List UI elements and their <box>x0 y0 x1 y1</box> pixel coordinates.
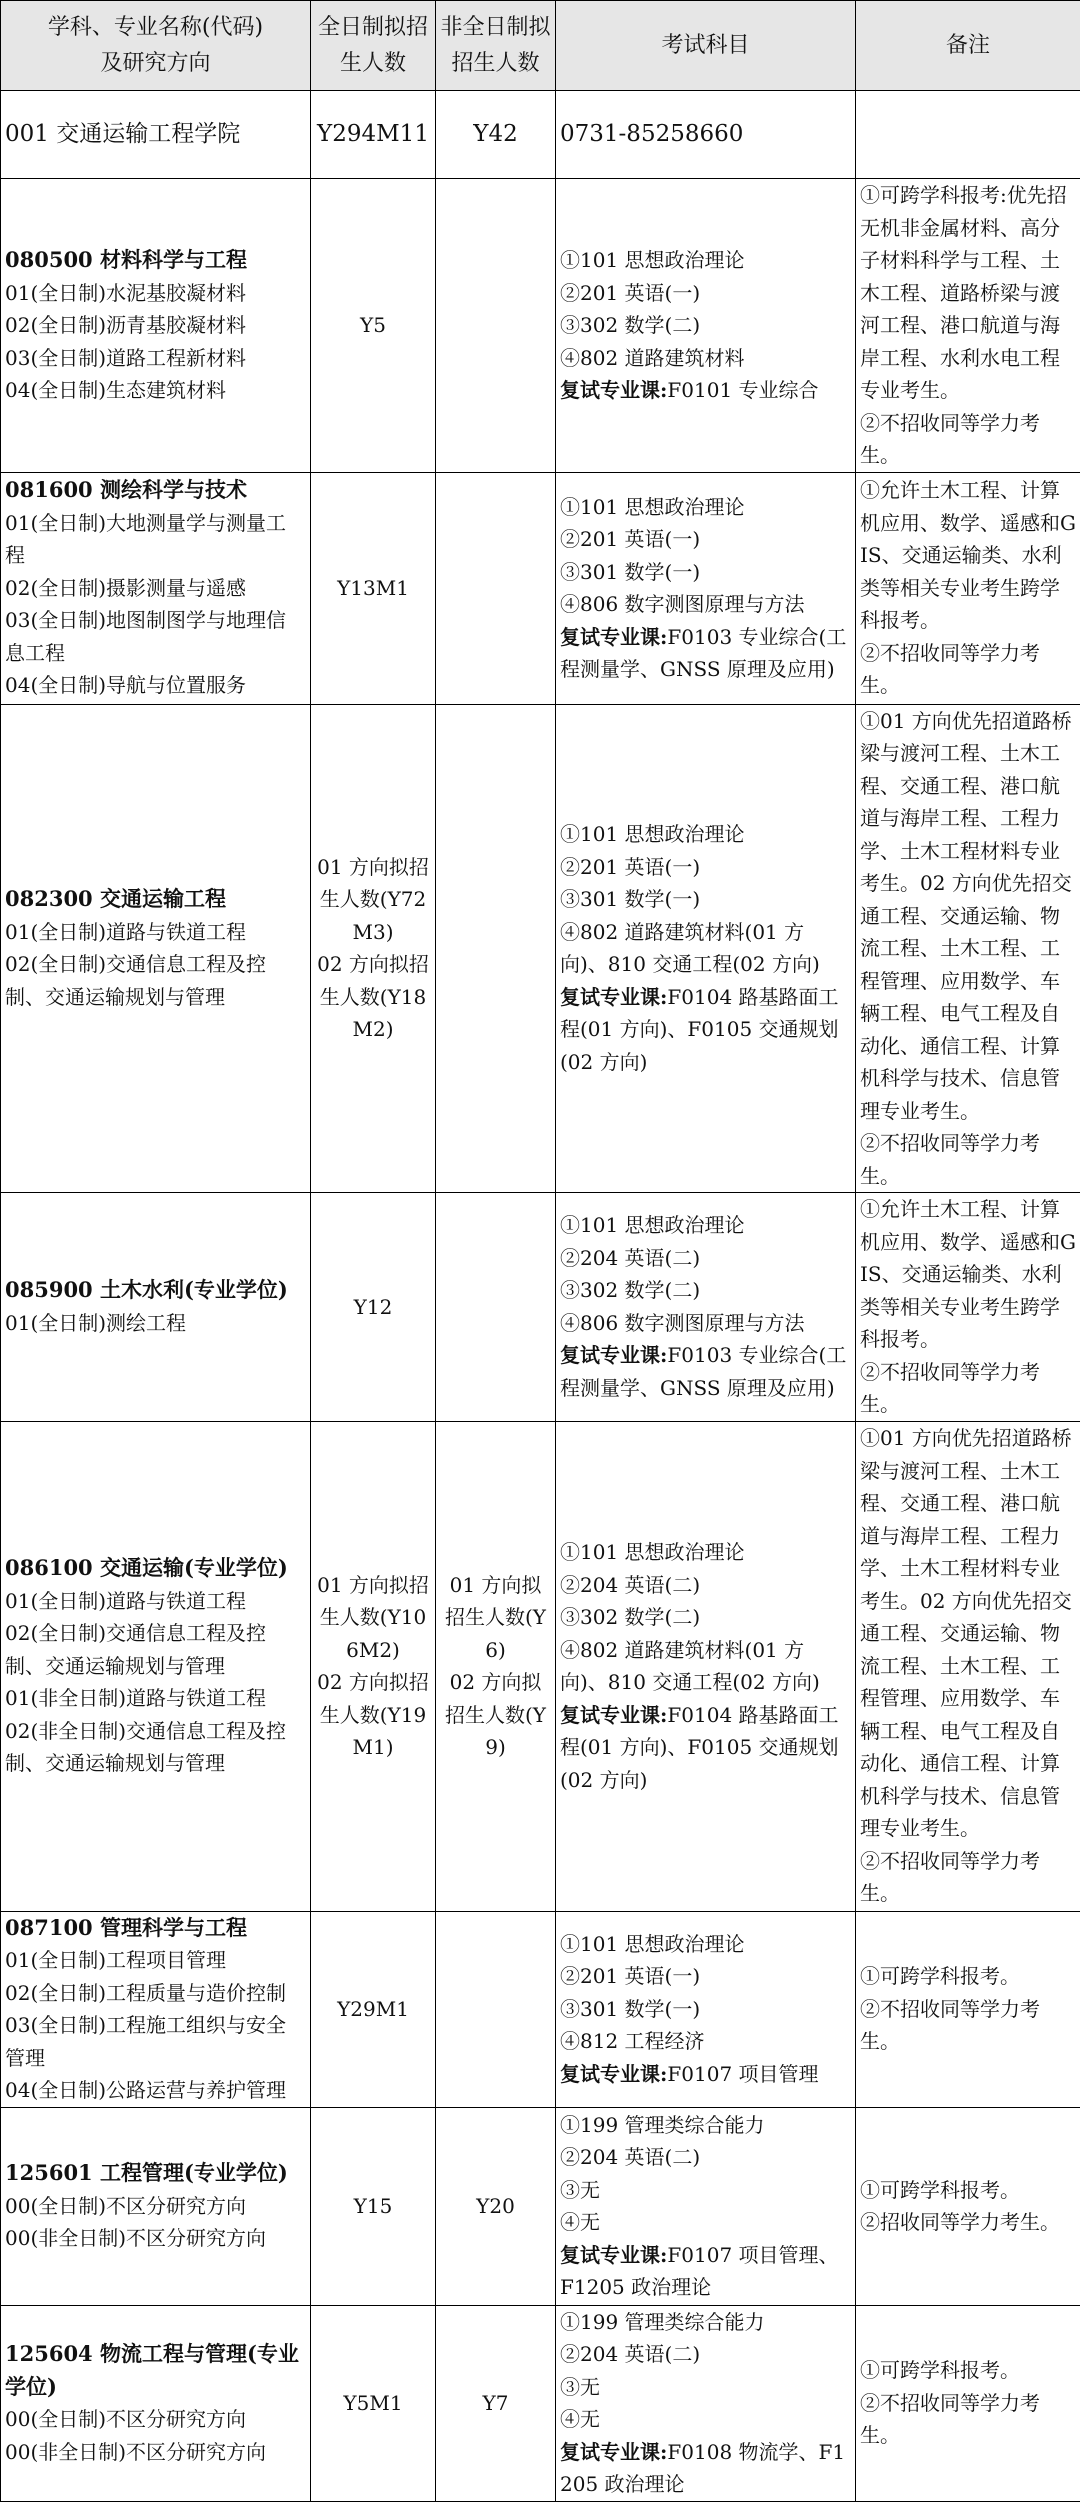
research-direction: 00(全日制)不区分研究方向 <box>5 2190 306 2223</box>
program-major-cell <box>1 2305 311 2501</box>
note-item: ②不招收同等学力考生。 <box>860 1845 1076 1910</box>
research-direction: 02(全日制)摄影测量与遥感 <box>5 572 306 605</box>
exam-subjects-cell <box>556 2305 856 2501</box>
exam-subject: ③无 <box>560 2174 851 2207</box>
exam-subjects-cell <box>556 1421 856 1911</box>
header-row <box>1 1 1080 91</box>
retest-subject <box>560 621 851 686</box>
research-direction: 04(全日制)导航与位置服务 <box>5 669 306 702</box>
parttime-quota: Y20 <box>440 2190 551 2223</box>
parttime-quota-cell <box>436 1911 556 2107</box>
research-direction: 01(全日制)水泥基胶凝材料 <box>5 277 306 310</box>
fulltime-quota-cell <box>311 1911 436 2107</box>
retest-subject <box>560 374 851 407</box>
exam-subjects-cell <box>556 1193 856 1422</box>
retest-subject <box>560 1339 851 1404</box>
program-row <box>1 472 1080 704</box>
note-item: ①允许土木工程、计算机应用、数学、遥感和GIS、交通运输类、水利类等相关专业考生跨学科报考。 <box>860 474 1076 637</box>
retest-label: 复试专业课: <box>560 2440 667 2464</box>
research-direction: 03(全日制)工程施工组织与安全管理 <box>5 2009 306 2074</box>
fulltime-quota: Y29M1 <box>315 1993 431 2026</box>
note-item: ①可跨学科报考。 <box>860 2174 1076 2207</box>
fulltime-quota-cell <box>311 472 436 704</box>
header-fulltime: 全日制拟招 生人数 <box>311 1 436 91</box>
notes-cell <box>856 2305 1080 2501</box>
exam-subject: ①101 思想政治理论 <box>560 1928 851 1961</box>
program-major-cell <box>1 704 311 1193</box>
notes-cell <box>856 1193 1080 1422</box>
program-code-name: 087100 管理科学与工程 <box>5 1912 306 1945</box>
program-code-name: 081600 测绘科学与技术 <box>5 474 306 507</box>
program-code-name: 086100 交通运输(专业学位) <box>5 1552 306 1585</box>
notes-cell <box>856 1911 1080 2107</box>
exam-subject: ④806 数字测图原理与方法 <box>560 1307 851 1340</box>
program-major-cell <box>1 2107 311 2305</box>
research-direction: 02(全日制)交通信息工程及控制、交通运输规划与管理 <box>5 1617 306 1682</box>
research-direction: 03(全日制)道路工程新材料 <box>5 342 306 375</box>
research-direction: 01(非全日制)道路与铁道工程 <box>5 1682 306 1715</box>
exam-subject: ③301 数学(一) <box>560 1993 851 2026</box>
header-notes: 备注 <box>856 1 1080 91</box>
program-code-name: 082300 交通运输工程 <box>5 883 306 916</box>
research-direction: 00(非全日制)不区分研究方向 <box>5 2436 306 2469</box>
retest-value: F0108 物流学、F1205 政治理论 <box>560 2440 845 2497</box>
fulltime-quota: Y13M1 <box>315 572 431 605</box>
fulltime-quota-cell <box>311 1193 436 1422</box>
fulltime-quota: 01 方向拟招生人数(Y72M3) <box>315 851 431 949</box>
retest-label: 复试专业课: <box>560 1703 667 1727</box>
exam-subject: ③302 数学(二) <box>560 1274 851 1307</box>
program-major-cell <box>1 179 311 473</box>
note-item: ①01 方向优先招道路桥梁与渡河工程、土木工程、交通工程、港口航道与海岸工程、工程力学、土木工程材料专业考生。02 方向优先招交通工程、交通运输、物流工程、土木工程、工程管理、应用数学、车辆工程、电气工程及自动化、通信工程、计算机科学与技术、信息管理专业考生。 <box>860 705 1076 1128</box>
program-row <box>1 1911 1080 2107</box>
fulltime-quota: 02 方向拟招生人数(Y18M2) <box>315 948 431 1046</box>
retest-subject <box>560 2239 851 2304</box>
exam-subjects-cell <box>556 704 856 1193</box>
exam-subject: ①101 思想政治理论 <box>560 1536 851 1569</box>
exam-subject: ②201 英语(一) <box>560 523 851 556</box>
exam-subject: ②201 英语(一) <box>560 277 851 310</box>
department-name: 001 交通运输工程学院 <box>1 91 311 179</box>
exam-subject: ②204 英语(二) <box>560 1242 851 1275</box>
exam-subject: ④812 工程经济 <box>560 2025 851 2058</box>
exam-subject: ③302 数学(二) <box>560 309 851 342</box>
research-direction: 03(全日制)地图制图学与地理信息工程 <box>5 604 306 669</box>
header-major: 学科、专业名称(代码) 及研究方向 <box>1 1 311 91</box>
fulltime-quota-cell <box>311 179 436 473</box>
header-parttime: 非全日制拟 招生人数 <box>436 1 556 91</box>
note-item: ①可跨学科报考。 <box>860 2354 1076 2387</box>
exam-subject: ④无 <box>560 2206 851 2239</box>
program-row <box>1 1421 1080 1911</box>
exam-subjects-cell <box>556 179 856 473</box>
retest-subject <box>560 981 851 1079</box>
exam-subject: ②204 英语(二) <box>560 1569 851 1602</box>
fulltime-quota-cell <box>311 1421 436 1911</box>
retest-label: 复试专业课: <box>560 985 667 1009</box>
note-item: ①01 方向优先招道路桥梁与渡河工程、土木工程、交通工程、港口航道与海岸工程、工程力学、土木工程材料专业考生。02 方向优先招交通工程、交通运输、物流工程、土木工程、工程管理、应用数学、车辆工程、电气工程及自动化、通信工程、计算机科学与技术、信息管理专业考生。 <box>860 1422 1076 1845</box>
parttime-quota-cell <box>436 2305 556 2501</box>
research-direction: 02(全日制)工程质量与造价控制 <box>5 1977 306 2010</box>
department-fulltime: Y294M11 <box>311 91 436 179</box>
exam-subject: ④无 <box>560 2403 851 2436</box>
exam-subjects-cell <box>556 1911 856 2107</box>
fulltime-quota-cell <box>311 704 436 1193</box>
program-row <box>1 1193 1080 1422</box>
note-item: ②不招收同等学力考生。 <box>860 1993 1076 2058</box>
fulltime-quota: Y5 <box>315 309 431 342</box>
exam-subject: ④802 道路建筑材料(01 方向)、810 交通工程(02 方向) <box>560 1634 851 1699</box>
parttime-quota: 02 方向拟招生人数(Y9) <box>440 1666 551 1764</box>
research-direction: 02(全日制)交通信息工程及控制、交通运输规划与管理 <box>5 948 306 1013</box>
retest-value: F0107 项目管理 <box>667 2062 818 2086</box>
retest-value: F0103 专业综合(工程测量学、GNSS 原理及应用) <box>560 1343 846 1400</box>
exam-subject: ③301 数学(一) <box>560 556 851 589</box>
research-direction: 00(非全日制)不区分研究方向 <box>5 2222 306 2255</box>
parttime-quota-cell <box>436 179 556 473</box>
research-direction: 04(全日制)公路运营与养护管理 <box>5 2074 306 2107</box>
program-code-name: 125601 工程管理(专业学位) <box>5 2157 306 2190</box>
department-row <box>1 91 1080 179</box>
parttime-quota: Y7 <box>440 2387 551 2420</box>
research-direction: 01(全日制)大地测量学与测量工程 <box>5 507 306 572</box>
research-direction: 01(全日制)测绘工程 <box>5 1307 306 1340</box>
note-item: ②不招收同等学力考生。 <box>860 407 1076 472</box>
parttime-quota-cell <box>436 472 556 704</box>
note-item: ②不招收同等学力考生。 <box>860 1127 1076 1192</box>
fulltime-quota: Y15 <box>315 2190 431 2223</box>
program-row <box>1 179 1080 473</box>
notes-cell <box>856 2107 1080 2305</box>
research-direction: 04(全日制)生态建筑材料 <box>5 374 306 407</box>
fulltime-quota: 02 方向拟招生人数(Y19M1) <box>315 1666 431 1764</box>
note-item: ①允许土木工程、计算机应用、数学、遥感和GIS、交通运输类、水利类等相关专业考生跨学科报考。 <box>860 1193 1076 1356</box>
notes-cell <box>856 1421 1080 1911</box>
retest-value: F0107 项目管理、F1205 政治理论 <box>560 2243 839 2300</box>
program-major-cell <box>1 1193 311 1422</box>
exam-subject: ①199 管理类综合能力 <box>560 2109 851 2142</box>
program-major-cell <box>1 472 311 704</box>
retest-value: F0104 路基路面工程(01 方向)、F0105 交通规划(02 方向) <box>560 985 839 1074</box>
department-parttime: Y42 <box>436 91 556 179</box>
department-phone: 0731-85258660 <box>556 91 856 179</box>
exam-subjects-cell <box>556 472 856 704</box>
exam-subject: ②204 英语(二) <box>560 2338 851 2371</box>
retest-subject <box>560 2058 851 2091</box>
exam-subject: ③302 数学(二) <box>560 1601 851 1634</box>
note-item: ①可跨学科报考。 <box>860 1960 1076 1993</box>
retest-subject <box>560 1699 851 1797</box>
parttime-quota-cell <box>436 1193 556 1422</box>
research-direction: 01(全日制)道路与铁道工程 <box>5 1585 306 1618</box>
parttime-quota-cell <box>436 704 556 1193</box>
retest-label: 复试专业课: <box>560 2062 667 2086</box>
fulltime-quota-cell <box>311 2107 436 2305</box>
research-direction: 02(非全日制)交通信息工程及控制、交通运输规划与管理 <box>5 1715 306 1780</box>
exam-subject: ②204 英语(二) <box>560 2141 851 2174</box>
note-item: ②招收同等学力考生。 <box>860 2206 1076 2239</box>
exam-subject: ④802 道路建筑材料 <box>560 342 851 375</box>
exam-subject: ③无 <box>560 2371 851 2404</box>
research-direction: 01(全日制)工程项目管理 <box>5 1944 306 1977</box>
retest-value: F0103 专业综合(工程测量学、GNSS 原理及应用) <box>560 625 846 682</box>
exam-subject: ④802 道路建筑材料(01 方向)、810 交通工程(02 方向) <box>560 916 851 981</box>
note-item: ②不招收同等学力考生。 <box>860 637 1076 702</box>
research-direction: 02(全日制)沥青基胶凝材料 <box>5 309 306 342</box>
retest-value: F0101 专业综合 <box>667 378 818 402</box>
research-direction: 00(全日制)不区分研究方向 <box>5 2403 306 2436</box>
program-row <box>1 704 1080 1193</box>
exam-subject: ②201 英语(一) <box>560 851 851 884</box>
note-item: ①可跨学科报考:优先招无机非金属材料、高分子材料科学与工程、土木工程、道路桥梁与渡河工程、港口航道与海岸工程、水利水电工程专业考生。 <box>860 179 1076 407</box>
fulltime-quota: Y5M1 <box>315 2387 431 2420</box>
exam-subject: ①199 管理类综合能力 <box>560 2306 851 2339</box>
parttime-quota-cell <box>436 1421 556 1911</box>
fulltime-quota-cell <box>311 2305 436 2501</box>
parttime-quota: 01 方向拟招生人数(Y6) <box>440 1569 551 1667</box>
exam-subject: ①101 思想政治理论 <box>560 491 851 524</box>
fulltime-quota: Y12 <box>315 1291 431 1324</box>
exam-subjects-cell <box>556 2107 856 2305</box>
program-row <box>1 2107 1080 2305</box>
program-major-cell <box>1 1911 311 2107</box>
note-item: ②不招收同等学力考生。 <box>860 2387 1076 2452</box>
parttime-quota-cell <box>436 2107 556 2305</box>
program-row <box>1 2305 1080 2501</box>
program-code-name: 085900 土木水利(专业学位) <box>5 1274 306 1307</box>
program-code-name: 080500 材料科学与工程 <box>5 244 306 277</box>
research-direction: 01(全日制)道路与铁道工程 <box>5 916 306 949</box>
note-item: ②不招收同等学力考生。 <box>860 1356 1076 1421</box>
retest-label: 复试专业课: <box>560 625 667 649</box>
exam-subject: ①101 思想政治理论 <box>560 1209 851 1242</box>
notes-cell <box>856 704 1080 1193</box>
exam-subject: ③301 数学(一) <box>560 883 851 916</box>
retest-label: 复试专业课: <box>560 378 667 402</box>
exam-subject: ①101 思想政治理论 <box>560 244 851 277</box>
retest-value: F0104 路基路面工程(01 方向)、F0105 交通规划(02 方向) <box>560 1703 839 1792</box>
fulltime-quota: 01 方向拟招生人数(Y106M2) <box>315 1569 431 1667</box>
retest-label: 复试专业课: <box>560 2243 667 2267</box>
department-note <box>856 91 1080 179</box>
program-code-name: 125604 物流工程与管理(专业学位) <box>5 2338 306 2403</box>
notes-cell <box>856 179 1080 473</box>
exam-subject: ①101 思想政治理论 <box>560 818 851 851</box>
retest-subject <box>560 2436 851 2501</box>
exam-subject: ④806 数字测图原理与方法 <box>560 588 851 621</box>
header-exams: 考试科目 <box>556 1 856 91</box>
retest-label: 复试专业课: <box>560 1343 667 1367</box>
notes-cell <box>856 472 1080 704</box>
program-major-cell <box>1 1421 311 1911</box>
exam-subject: ②201 英语(一) <box>560 1960 851 1993</box>
